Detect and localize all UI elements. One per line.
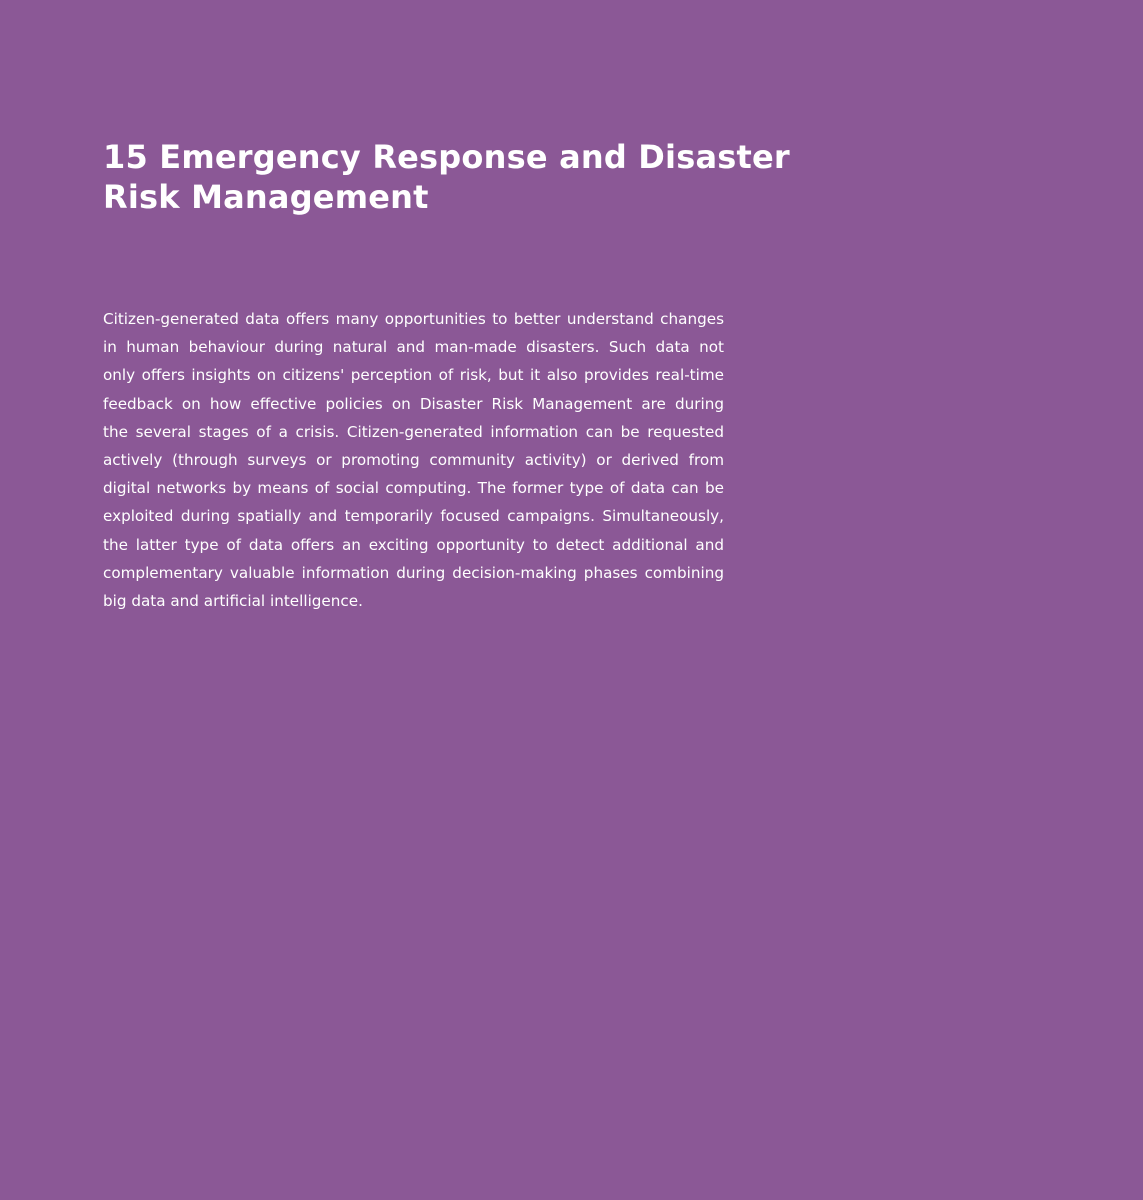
section-title (103, 137, 790, 217)
paragraph-line: the several stages of a crisis. Citizen-generated information can be requested (103, 422, 724, 441)
section-title-line: 15 Emergency Response and Disaster (103, 138, 790, 176)
paragraph-line: exploited during spatially and temporarily focused campaigns. Simultaneously, (103, 507, 724, 526)
paragraph-line: actively (through surveys or promoting community activity) or derived from (103, 451, 724, 470)
paragraph-line: in human behaviour during natural and man-made disasters. Such data not (103, 338, 724, 357)
section-title-line: Risk Management (103, 178, 429, 216)
section-paragraph (103, 305, 724, 615)
paragraph-line: only offers insights on citizens' perception of risk, but it also provides real-time (103, 366, 724, 385)
paragraph-line: feedback on how effective policies on Disaster Risk Management are during (103, 394, 724, 413)
paragraph-line: the latter type of data offers an exciting opportunity to detect additional and (103, 535, 724, 554)
paragraph-line: Citizen-generated data offers many opportunities to better understand changes (103, 310, 724, 328)
paragraph-line: big data and artificial intelligence. (103, 592, 363, 611)
paragraph-line: complementary valuable information during decision-making phases combining (103, 563, 724, 582)
paragraph-line: digital networks by means of social computing. The former type of data can be (103, 479, 724, 498)
